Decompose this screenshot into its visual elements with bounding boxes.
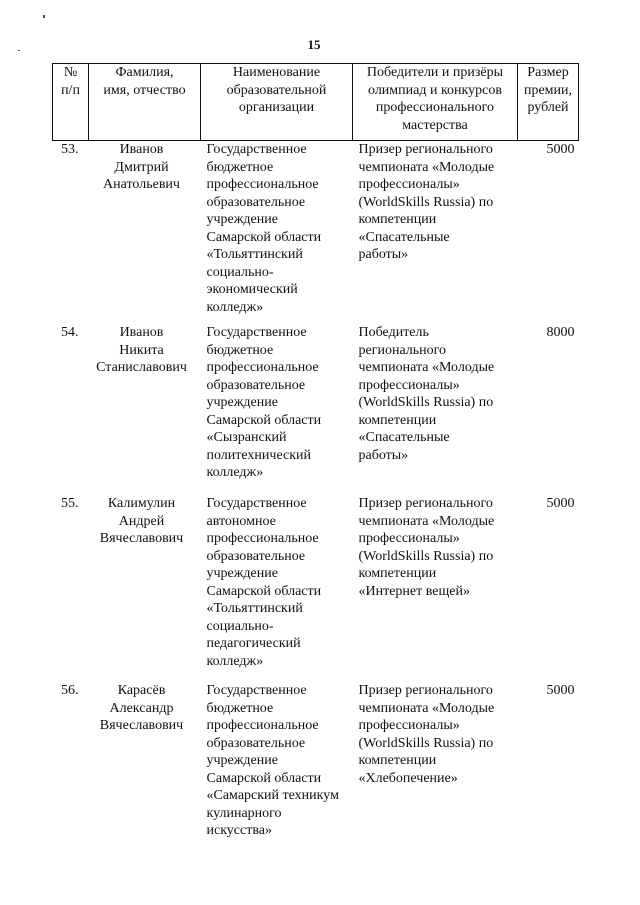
person-name: Карасёв Александр Вячеславович [99, 683, 184, 733]
organization-name: Государственное бюджетное профессиональное образовательное учреждение Самарской области «Самарский техникум кулинарного искусства» [206, 683, 339, 838]
achievement-text: Победитель регионального чемпионата «Молодые профессионалы» (WorldSkills Russia) по компетенции «Спасательные работы» [358, 325, 495, 463]
table-body [53, 141, 579, 853]
person-name: Иванов Дмитрий Анатольевич [103, 142, 180, 192]
table-header [53, 64, 579, 141]
achievement-text: Призер регионального чемпионата «Молодые профессионалы» (WorldSkills Russia) по компетенции «Интернет вещей» [358, 496, 495, 599]
page-number: 15 [307, 37, 321, 52]
table-row [53, 682, 579, 852]
header-prize-amount: Размер премии, рублей [518, 64, 579, 141]
header-achievement: Победители и призёры олимпиад и конкурсов профессионального мастерства [353, 64, 518, 141]
header-organization: Наименование образовательной организации [201, 64, 353, 141]
organization-name: Государственное бюджетное профессиональное образовательное учреждение Самарской области «Тольяттинский социально- экономический колледж» [206, 142, 322, 315]
table-row [53, 324, 579, 495]
person-name: Калимулин Андрей Вячеславович [99, 496, 184, 546]
row-number: 54. [61, 325, 79, 340]
table-row [53, 141, 579, 325]
row-number: 56. [61, 683, 79, 698]
prize-amount: 8000 [546, 325, 575, 340]
row-number: 53. [61, 142, 79, 157]
prize-amount: 5000 [546, 683, 575, 698]
achievement-text: Призер регионального чемпионата «Молодые профессионалы» (WorldSkills Russia) по компетенции «Спасательные работы» [358, 142, 495, 262]
person-name: Иванов Никита Станиславович [96, 325, 187, 375]
header-full-name: Фамилия, имя, отчество [89, 64, 201, 141]
header-row [53, 64, 579, 141]
organization-name: Государственное бюджетное профессиональное образовательное учреждение Самарской области «Сызранский политехнический колледж» [206, 325, 322, 480]
table-row [53, 495, 579, 682]
header-number: № п/п [53, 64, 89, 141]
awards-table [52, 63, 579, 852]
prize-amount: 5000 [546, 496, 575, 511]
prize-amount: 5000 [546, 142, 575, 157]
scan-speck [43, 15, 45, 18]
organization-name: Государственное автономное профессиональное образовательное учреждение Самарской области «Тольяттинский социально- педагогический колледж» [206, 496, 322, 669]
row-number: 55. [61, 496, 79, 511]
achievement-text: Призер регионального чемпионата «Молодые профессионалы» (WorldSkills Russia) по компетенции «Хлебопечение» [358, 683, 495, 786]
